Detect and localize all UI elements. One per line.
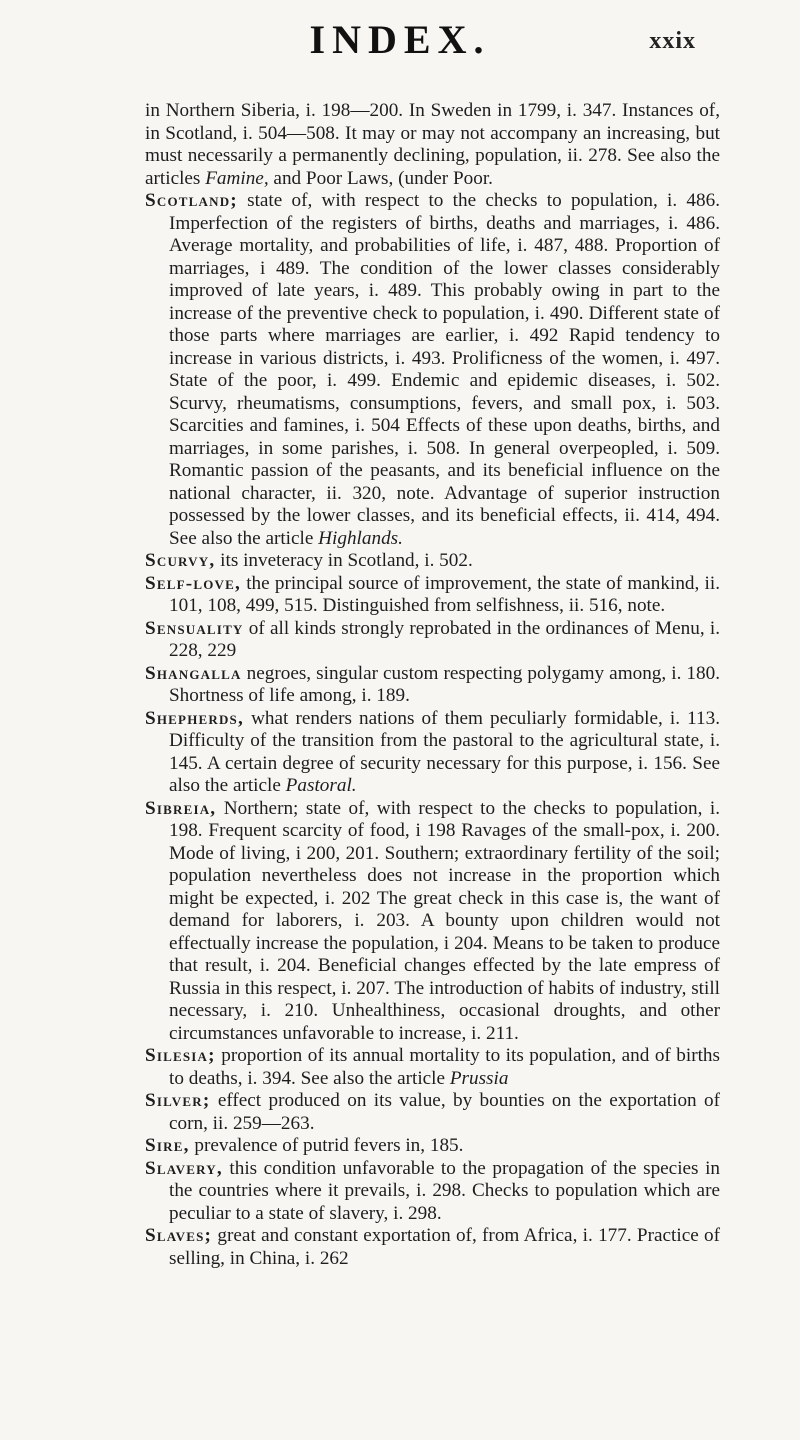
entry-headword: Scotland; [145, 190, 238, 211]
index-entry-sensuality [145, 618, 720, 663]
index-entries [145, 100, 720, 1270]
entry-text: of all kinds strongly reprobated in the ordinances of Menu, i. 228, 229 [169, 617, 720, 661]
entry-headword: Sire, [145, 1135, 190, 1156]
entry-text-tail: and Poor Laws, (under Poor. [268, 167, 493, 189]
entry-headword: Slaves; [145, 1225, 213, 1246]
entry-text: what renders nations of them peculiarly formidable, i. 113. Difficulty of the transition from the pastoral to the agricultural state, i. 145. A certain degree of security necessary for this purpose, i. 156. See also the article [169, 707, 720, 796]
entry-headword: Self-love, [145, 572, 241, 594]
entry-text: effect produced on its value, by bounties on the exportation of corn, ii. 259—263. [169, 1090, 720, 1134]
entry-text: the principal source of improvement, the state of mankind, ii. 101, 108, 499, 515. Distinguished from selfishness, ii. 516, note. [169, 572, 720, 616]
entry-headword: Sibreia, [145, 797, 217, 819]
entry-text: state of, with respect to the checks to population, i. 486. Imperfection of the registers of births, deaths and marriages, i. 486. Average mortality, and probabilities of life, i. 487, 488. Proportion of marriages, i 489. The condition of the lower classes considerably improved of late years, i. 489. This probably owing in part to the increase of the preventive check to population, i. 490. Different state of those parts where marriages are earlier, i. 492 Rapid tendency to increase in various districts, i. 493. Prolificness of the women, i. 497. State of the poor, i. 499. Endemic and epidemic diseases, i. 502. Scurvy, rheumatisms, consumptions, fevers, and small pox, i. 503. Scarcities and famines, i. 504 Effects of these upon deaths, births, and marriages, in some parishes, i. 508. In general overpeopled, i. 509. Romantic passion of the peasants, and its beneficial influence on the national character, ii. 320, note. Advantage of superior instruction possessed by the lower classes, and its beneficial effects, ii. 414, 494. See also the article [169, 190, 720, 549]
index-entry-self-love [145, 573, 720, 618]
entry-text: proportion of its annual mortality to its population, and of births to deaths, i. 394. See also the article [169, 1045, 720, 1089]
entry-text: its inveteracy in Scotland, i. 502. [215, 550, 473, 571]
entry-text: negroes, singular custom respecting polygamy among, i. 180. Shortness of life among, i. 189. [169, 662, 720, 706]
index-entry-silver [145, 1090, 720, 1135]
index-entry-sibreia [145, 798, 720, 1046]
entry-text: this condition unfavorable to the propagation of the species in the countries where it prevails, i. 298. Checks to population which are peculiar to a state of slavery, i. 298. [169, 1157, 720, 1224]
entry-headword: Scurvy, [145, 550, 216, 571]
entry-headword: Shepherds, [145, 707, 244, 729]
entry-cross-reference: Famine, [205, 167, 269, 189]
index-entry-famine-cont [145, 100, 720, 190]
running-title: INDEX. [309, 17, 491, 62]
index-entry-slavery [145, 1158, 720, 1226]
page-number: xxix [649, 28, 696, 54]
entry-headword: Silesia; [145, 1045, 216, 1066]
entry-text: Northern; state of, with respect to the checks to population, i. 198. Frequent scarcity of food, i 198 Ravages of the small-pox, i. 200. Mode of living, i 200, 201. Southern; extraordinary fertility of the soil; population nevertheless does not increase in the proportion which might be expected, i. 202 The great check in this case is, the want of demand for laborers, i. 203. A bounty upon children would not effectually increase the population, i 204. Means to be taken to produce that result, i. 204. Beneficial changes effected by the late empress of Russia in this respect, i. 207. The introduction of habits of industry, still necessary, i. 210. Unhealthiness, occasional droughts, and other circumstances unfavorable to increase, i. 211. [169, 797, 720, 1044]
index-entry-shangalla [145, 663, 720, 708]
entry-cross-reference: Highlands. [318, 527, 403, 549]
entry-text: great and constant exportation of, from Africa, i. 177. Practice of selling, in China, i. 262 [169, 1225, 720, 1269]
index-entry-silesia [145, 1045, 720, 1090]
entry-cross-reference: Pastoral. [285, 775, 357, 796]
index-entry-sire [145, 1135, 720, 1158]
entry-headword: Silver; [145, 1090, 211, 1111]
entry-headword: Sensuality [145, 617, 244, 639]
index-entry-scurvy [145, 550, 720, 573]
page-header [0, 16, 800, 76]
entry-text: prevalence of putrid fevers in, 185. [189, 1135, 464, 1156]
entry-text: in Northern Siberia, i. 198—200. In Sweden in 1799, i. 347. Instances of, in Scotland, i. 504—508. It may or may not accompany an increasing, but must necessarily a permanently declining, population, ii. 278. See also the articles [145, 100, 720, 189]
index-entry-shepherds [145, 708, 720, 798]
entry-headword: Shangalla [145, 662, 242, 684]
entry-headword: Slavery, [145, 1157, 223, 1179]
index-entry-scotland [145, 190, 720, 550]
index-entry-slaves [145, 1225, 720, 1270]
entry-cross-reference: Prussia [449, 1067, 509, 1089]
